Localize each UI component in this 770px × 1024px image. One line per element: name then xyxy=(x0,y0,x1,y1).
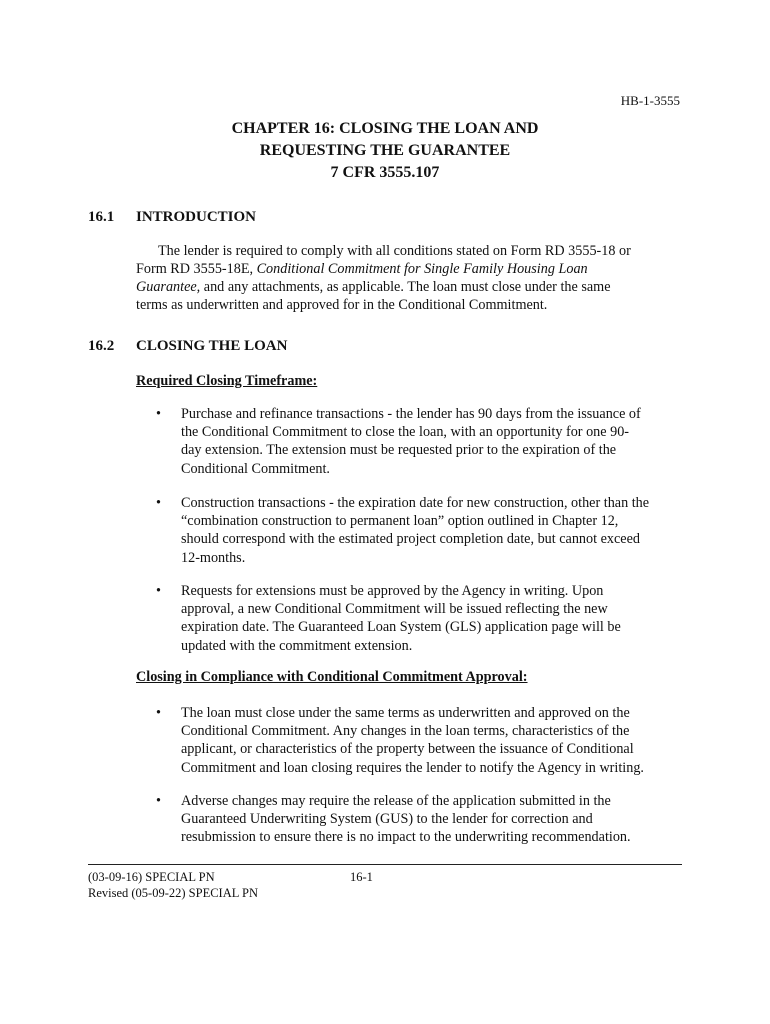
subheading-required-closing-timeframe: Required Closing Timeframe: xyxy=(136,373,318,389)
form-title-italic: Conditional Commitment for Single Family Housing Loan xyxy=(256,261,588,277)
list-item-line: Commitment and loan closing requires the lender to notify the Agency in writing. xyxy=(181,759,644,776)
list-item-line: Adverse changes may require the release of the application submitted in the xyxy=(181,793,611,809)
list-item-line: day extension. The extension must be requested prior to the expiration of the xyxy=(181,442,617,459)
bullet-icon: • xyxy=(156,793,161,809)
list-item xyxy=(156,792,686,847)
list-item-line: 12-months. xyxy=(181,549,246,566)
chapter-title-line-2: REQUESTING THE GUARANTEE xyxy=(259,142,511,159)
list-item-line: should correspond with the estimated project completion date, but cannot exceed xyxy=(181,531,640,548)
list-item-line: Guaranteed Underwriting System (GUS) to the lender for correction and xyxy=(181,811,593,828)
page-number: 16-1 xyxy=(350,870,373,884)
para-line: terms as underwritten and approved for in the Conditional Commitment. xyxy=(136,297,548,313)
list-item-line: updated with the commitment extension. xyxy=(181,637,413,654)
chapter-title-line-3: 7 CFR 3555.107 xyxy=(330,164,440,181)
section-heading-16-1 xyxy=(88,209,256,226)
chapter-title-line-1: CHAPTER 16: CLOSING THE LOAN AND xyxy=(231,120,539,137)
bullet-icon: • xyxy=(156,705,161,721)
list-item-line: Requests for extensions must be approved by the Agency in writing. Upon xyxy=(181,583,604,599)
introduction-paragraph xyxy=(136,242,686,314)
section-heading-16-2 xyxy=(88,338,287,355)
section-title: CLOSING THE LOAN xyxy=(136,338,288,354)
list-item-line: approval, a new Conditional Commitment will be issued reflecting the new xyxy=(181,601,608,618)
list-item xyxy=(156,494,686,567)
form-title-italic: Guarantee, xyxy=(136,279,201,295)
bullet-icon: • xyxy=(156,583,161,599)
footer-revision-info xyxy=(88,869,258,901)
list-item-line: Conditional Commitment. Any changes in the loan terms, characteristics of the xyxy=(181,723,630,740)
list-item xyxy=(156,405,686,478)
list-item-line: “combination construction to permanent loan” option outlined in Chapter 12, xyxy=(181,513,619,530)
subheading-closing-in-compliance: Closing in Compliance with Conditional Commitment Approval: xyxy=(136,669,528,685)
footer-revised-date: Revised (05-09-22) SPECIAL PN xyxy=(88,886,259,900)
list-item-line: resubmission to ensure there is no impact to the underwriting recommendation. xyxy=(181,829,631,846)
bullet-icon: • xyxy=(156,406,161,422)
list-item xyxy=(156,582,686,655)
footer-divider xyxy=(88,864,682,865)
list-item-line: Conditional Commitment. xyxy=(181,460,330,477)
document-code: HB-1-3555 xyxy=(620,93,680,108)
para-line: The lender is required to comply with all conditions stated on Form RD 3555-18 or xyxy=(158,243,631,259)
list-item xyxy=(156,704,686,777)
list-item-line: expiration date. The Guaranteed Loan System (GLS) application page will be xyxy=(181,619,621,636)
bullet-icon: • xyxy=(156,495,161,511)
list-item-line: applicant, or characteristics of the property between the issuance of Conditional xyxy=(181,741,634,758)
section-number: 16.2 xyxy=(88,338,115,354)
list-item-line: The loan must close under the same terms as underwritten and approved on the xyxy=(181,705,630,721)
para-line: Form RD 3555-18E, xyxy=(136,261,257,277)
section-title: INTRODUCTION xyxy=(136,209,257,225)
section-number: 16.1 xyxy=(88,209,115,225)
footer-issue-date: (03-09-16) SPECIAL PN xyxy=(88,870,215,884)
list-item-line: the Conditional Commitment to close the loan, with an opportunity for one 90- xyxy=(181,424,630,441)
list-item-line: Purchase and refinance transactions - the lender has 90 days from the issuance of xyxy=(181,406,641,422)
list-item-line: Construction transactions - the expiration date for new construction, other than the xyxy=(181,495,650,511)
chapter-title xyxy=(0,118,770,184)
para-line: and any attachments, as applicable. The loan must close under the same xyxy=(200,279,611,295)
